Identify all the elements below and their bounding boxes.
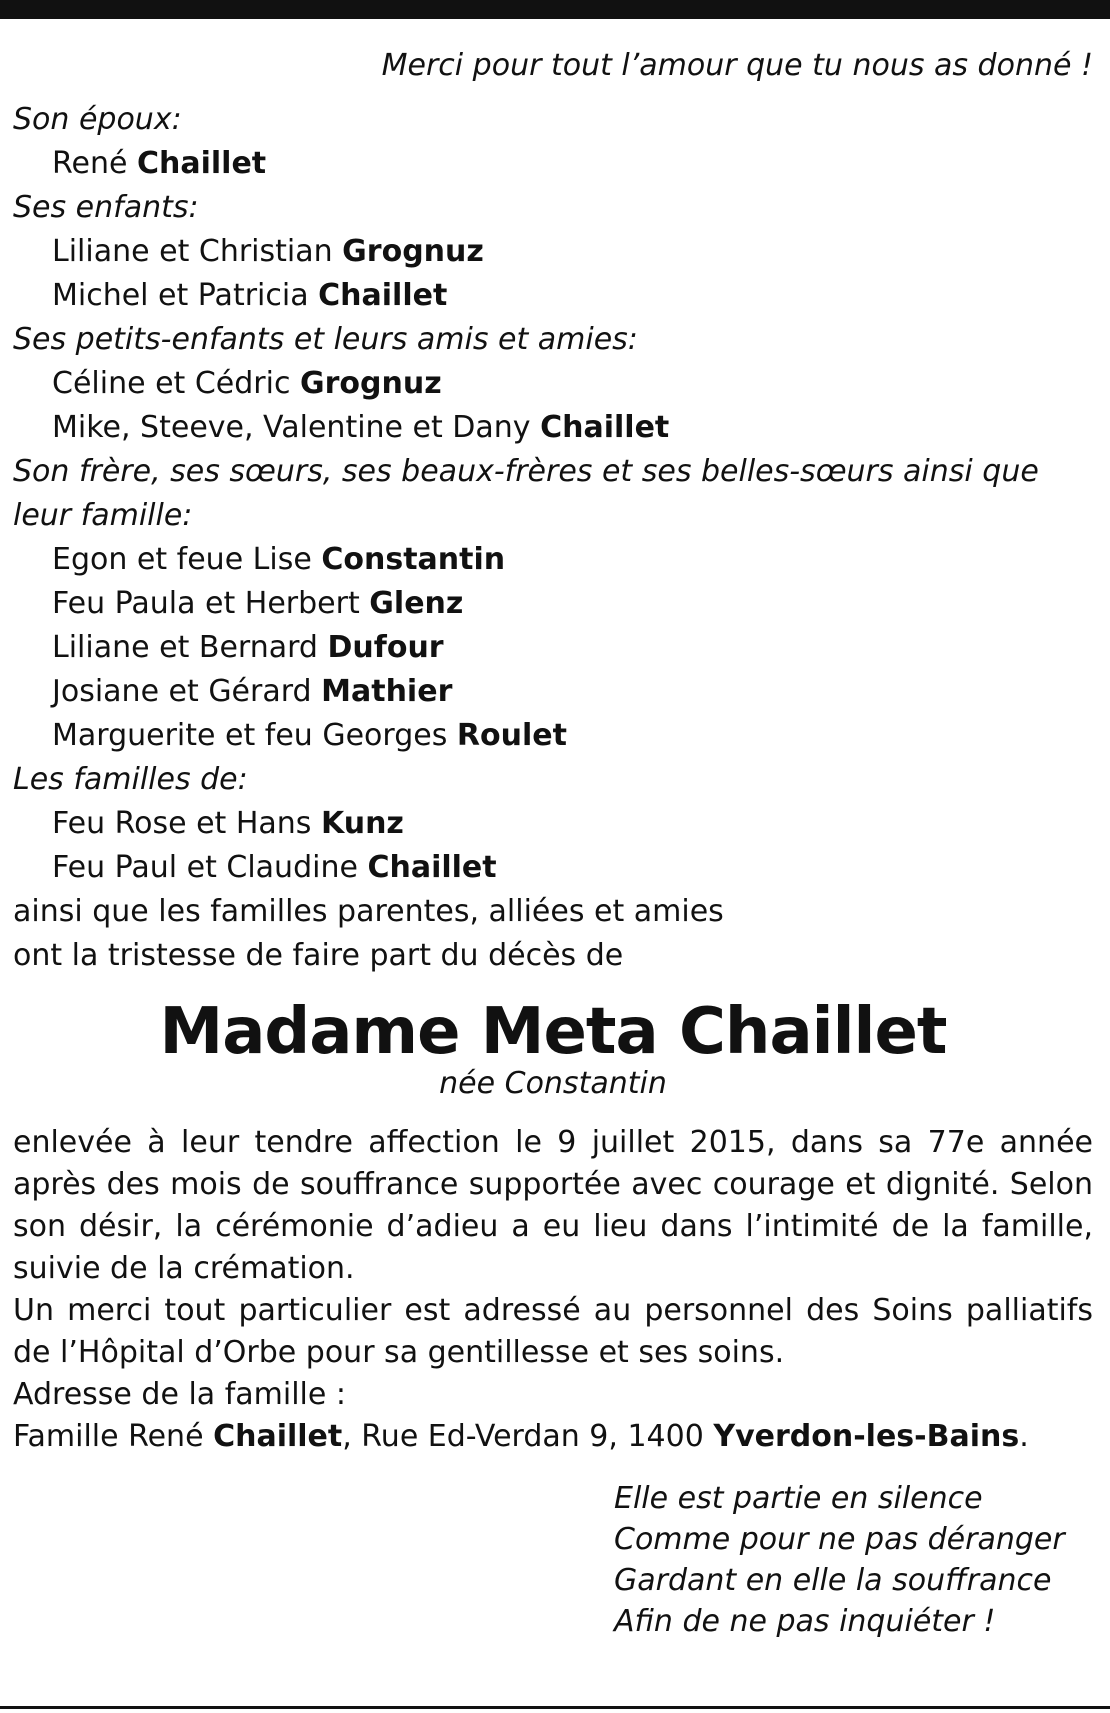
family-heading-families: Les familles de: — [13, 762, 248, 797]
family-member: Céline et Cédric Grognuz — [52, 366, 442, 401]
obituary-notice — [13, 40, 1093, 1642]
address-label: Adresse de la famille : — [13, 1377, 346, 1412]
announcement-line: ainsi que les familles parentes, alliées et amies — [13, 894, 724, 929]
family-list — [13, 98, 1093, 890]
family-member: Feu Rose et Hans Kunz — [52, 806, 404, 841]
thanks-paragraph: Un merci tout particulier est adressé au personnel des Soins palliatifs de l’Hôpital d’Orbe pour sa gentillesse et ses soins. — [13, 1293, 1093, 1370]
family-heading-spouse: Son époux: — [13, 102, 182, 137]
family-address: Famille René Chaillet, Rue Ed-Verdan 9, 1400 Yverdon-les-Bains. — [13, 1419, 1029, 1454]
announcement — [13, 890, 1093, 978]
closing-poem — [614, 1478, 1093, 1642]
family-member: Michel et Patricia Chaillet — [52, 278, 448, 313]
family-member: Liliane et Bernard Dufour — [52, 630, 444, 665]
family-member: Liliane et Christian Grognuz — [52, 234, 484, 269]
family-heading-children: Ses enfants: — [13, 190, 199, 225]
notice-body — [13, 1122, 1093, 1458]
maiden-name: née Constantin — [439, 1066, 667, 1101]
poem-line: Comme pour ne pas déranger — [614, 1522, 1065, 1557]
deceased-name: Madame Meta Chaillet — [159, 995, 947, 1069]
family-member: René Chaillet — [52, 146, 267, 181]
bottom-rule — [0, 1706, 1110, 1709]
family-member: Mike, Steeve, Valentine et Dany Chaillet — [52, 410, 670, 445]
family-member: Marguerite et feu Georges Roulet — [52, 718, 567, 753]
death-paragraph: enlevée à leur tendre affection le 9 juillet 2015, dans sa 77e année après des mois de souffrance supportée avec courage et dignité. Selon son désir, la cérémonie d’adieu a eu lieu dans l’intimité de la famille, suivie de la crémation. — [13, 1125, 1093, 1286]
poem-line: Afin de ne pas inquiéter ! — [614, 1604, 996, 1639]
poem-line: Gardant en elle la souffrance — [614, 1563, 1052, 1598]
family-member: Feu Paula et Herbert Glenz — [52, 586, 464, 621]
top-rule — [0, 0, 1110, 19]
family-heading-grandchildren: Ses petits-enfants et leurs amis et amies: — [13, 322, 638, 357]
family-member: Feu Paul et Claudine Chaillet — [52, 850, 497, 885]
epigraph: Merci pour tout l’amour que tu nous as donné ! — [381, 48, 1093, 83]
announcement-line: ont la tristesse de faire part du décès de — [13, 938, 624, 973]
poem-line: Elle est partie en silence — [614, 1481, 983, 1516]
family-member: Egon et feue Lise Constantin — [52, 542, 506, 577]
family-heading-siblings: Son frère, ses sœurs, ses beaux-frères et ses belles-sœurs ainsi que leur famille: — [13, 454, 1039, 533]
family-member: Josiane et Gérard Mathier — [52, 674, 453, 709]
